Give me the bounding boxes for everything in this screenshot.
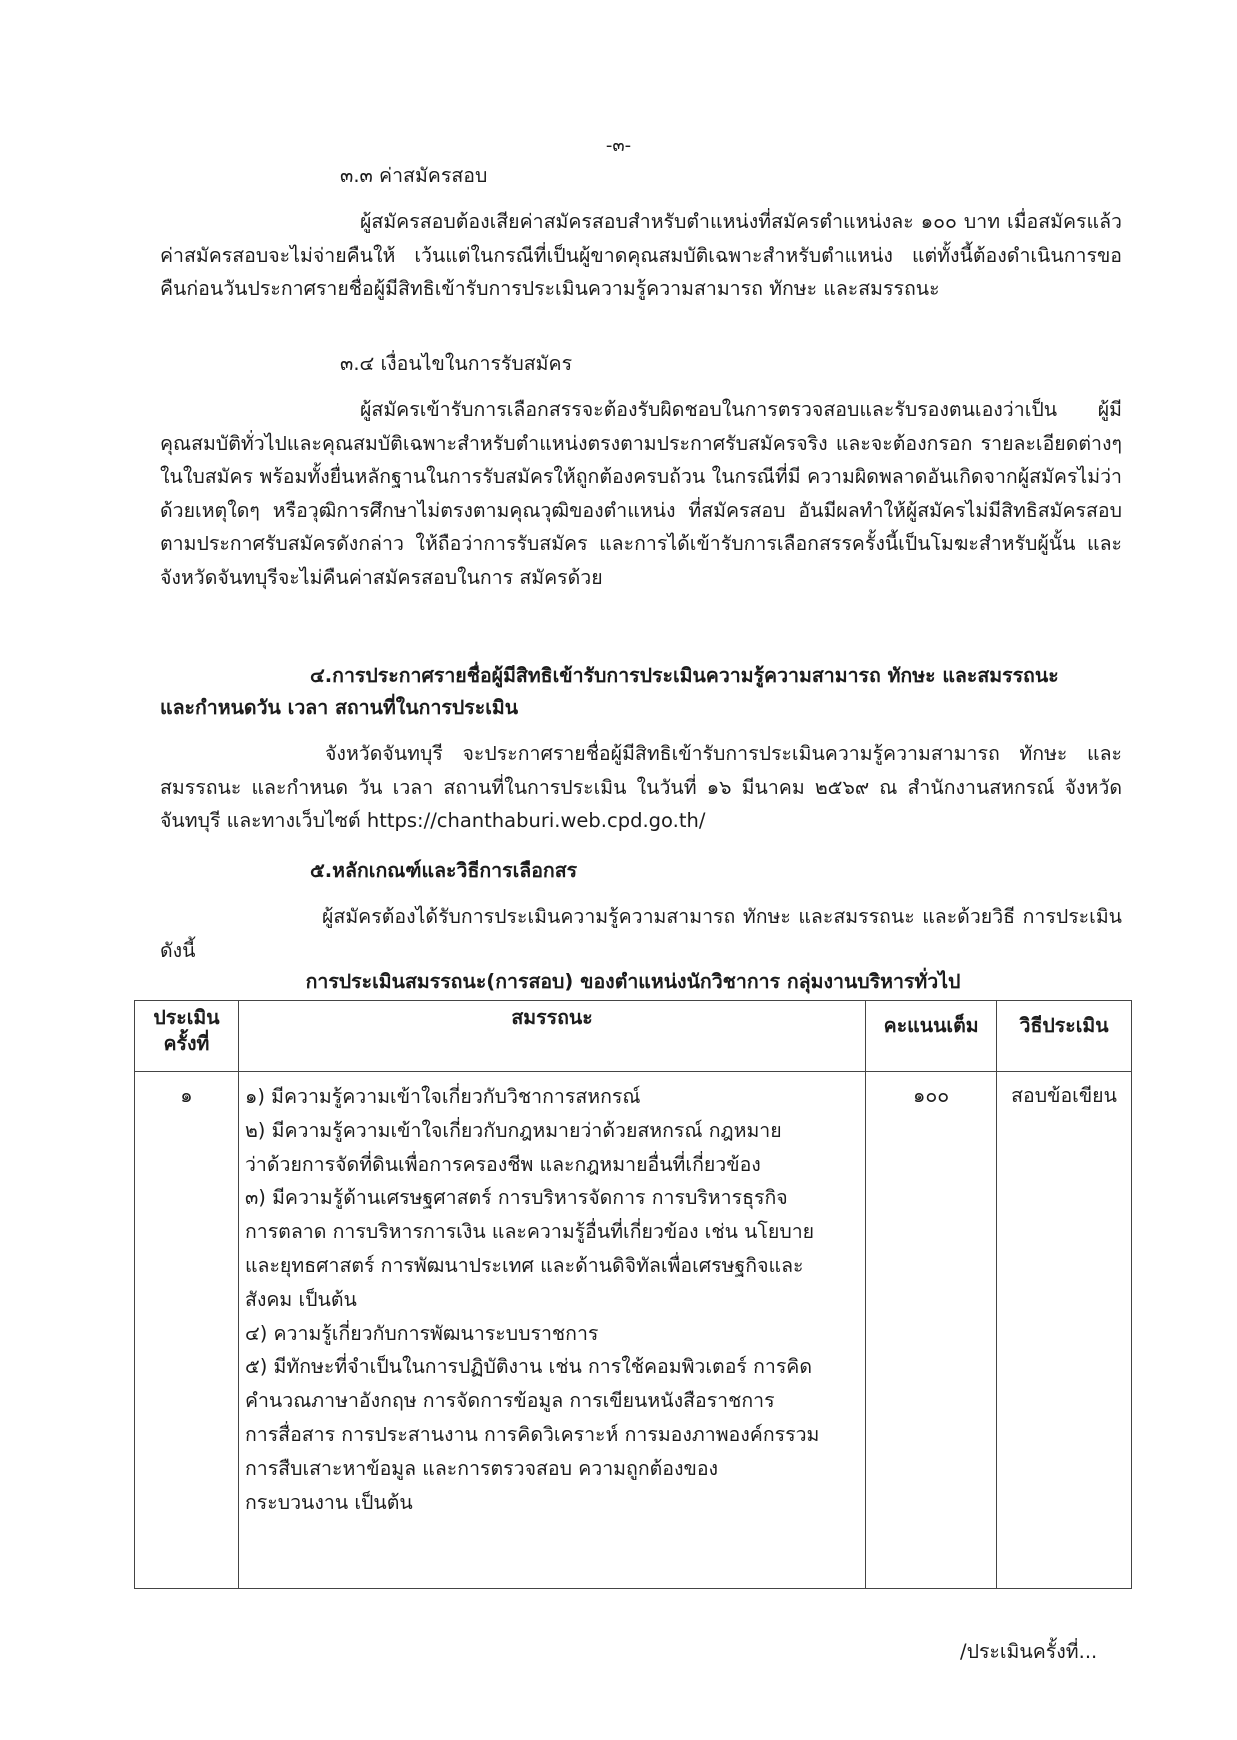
table-row: [135, 1072, 1132, 1589]
continuation-note: /ประเมินครั้งที่...: [960, 1640, 1098, 1663]
header-method: วิธีประเมิน: [997, 1001, 1132, 1072]
section-5-heading: ๕.หลักเกณฑ์และวิธีการเลือกสร: [310, 859, 578, 882]
section-4-body: จังหวัดจันทบุรี จะประกาศรายชื่อผู้มีสิทธิเข้ารับการประเมินความรู้ความสามารถ ทักษะ และสมรรถนะ และกำหนด วัน เวลา สถานที่ในการประเมิน ในวันที่ ๑๖ มีนาคม ๒๕๖๙ ณ สำนักงานสหกรณ์ จังหวัดจันทบุรี และทางเว็บไซต์ https://chanthaburi.web.cpd.go.th/: [160, 742, 1122, 832]
section-3-3-body: ผู้สมัครสอบต้องเสียค่าสมัครสอบสำหรับตำแหน่งที่สมัครตำแหน่งละ ๑๐๐ บาท เมื่อสมัครแล้วค่าสมัครสอบจะไม่จ่ายคืนให้ เว้นแต่ในกรณีที่เป็นผู้ขาดคุณสมบัติเฉพาะสำหรับตำแหน่ง แต่ทั้งนี้ต้องดำเนินการขอคืนก่อนวันประกาศรายชื่อผู้มีสิทธิเข้ารับการประเมินความรู้ความสามารถ ทักษะ และสมรรถนะ: [160, 210, 1122, 300]
competency-line: การตลาด การบริหารการเงิน และความรู้อื่นที่เกี่ยวข้อง เช่น นโยบาย: [244, 1220, 815, 1244]
section-3-3-heading: ๓.๓ ค่าสมัครสอบ: [340, 164, 488, 187]
competency-line: การสื่อสาร การประสานงาน การคิดวิเคราะห์ การมองภาพองค์กรรวม: [244, 1422, 820, 1446]
competency-line: ว่าด้วยการจัดที่ดินเพื่อการครองชีพ และกฎหมายอื่นที่เกี่ยวข้อง: [244, 1152, 761, 1176]
table-header-row: [135, 1001, 1132, 1072]
cell-competency: [238, 1072, 865, 1589]
competency-line: การสืบเสาะหาข้อมูล และการตรวจสอบ ความถูกต้องของ: [244, 1456, 719, 1480]
cell-full-score: ๑๐๐: [866, 1072, 997, 1589]
section-3-4-heading: ๓.๔ เงื่อนไขในการรับสมัคร: [340, 352, 573, 375]
section-4-heading-line2: และกำหนดวัน เวลา สถานที่ในการประเมิน: [160, 696, 519, 719]
table-title: การประเมินสมรรถนะ(การสอบ) ของตำแหน่งนักวิชาการ กลุ่มงานบริหารทั่วไป: [305, 970, 961, 993]
cell-method: สอบข้อเขียน: [997, 1072, 1132, 1589]
header-full-score: คะแนนเต็ม: [866, 1001, 997, 1072]
section-4-heading-line1: ๔.การประกาศรายชื่อผู้มีสิทธิเข้ารับการประเมินความรู้ความสามารถ ทักษะ และสมรรถนะ: [310, 664, 1059, 687]
competency-line: ๒) มีความรู้ความเข้าใจเกี่ยวกับกฎหมายว่าด้วยสหกรณ์ กฎหมาย: [244, 1118, 782, 1142]
competency-line: กระบวนงาน เป็นต้น: [244, 1490, 413, 1514]
competency-line: ๕) มีทักษะที่จำเป็นในการปฏิบัติงาน เช่น การใช้คอมพิวเตอร์ การคิด: [244, 1355, 813, 1379]
header-round-line1: ประเมิน: [153, 1006, 220, 1029]
assessment-table: [134, 1000, 1132, 1589]
competency-line: และยุทธศาสตร์ การพัฒนาประเทศ และด้านดิจิทัลเพื่อเศรษฐกิจและ: [244, 1253, 804, 1277]
competency-line: คำนวณภาษาอังกฤษ การจัดการข้อมูล การเขียนหนังสือราชการ: [244, 1389, 775, 1413]
competency-line: สังคม เป็นต้น: [244, 1287, 357, 1311]
cell-round: ๑: [135, 1072, 239, 1589]
header-competency: สมรรถนะ: [238, 1001, 865, 1072]
competency-line: ๔) ความรู้เกี่ยวกับการพัฒนาระบบราชการ: [244, 1321, 599, 1345]
section-3-4-body: ผู้สมัครเข้ารับการเลือกสรรจะต้องรับผิดชอบในการตรวจสอบและรับรองตนเองว่าเป็น ผู้มีคุณสมบัติทั่วไปและคุณสมบัติเฉพาะสำหรับตำแหน่งตรงตามประกาศรับสมัครจริง และจะต้องกรอก รายละเอียดต่างๆ ในใบสมัคร พร้อมทั้งยื่นหลักฐานในการรับสมัครให้ถูกต้องครบถ้วน ในกรณีที่มี ความผิดพลาดอันเกิดจากผู้สมัครไม่ว่าด้วยเหตุใดๆ หรือวุฒิการศึกษาไม่ตรงตามคุณวุฒิของตำแหน่ง ที่สมัครสอบ อันมีผลทำให้ผู้สมัครไม่มีสิทธิสมัครสอบตามประกาศรับสมัครดังกล่าว ให้ถือว่าการรับสมัคร และการได้เข้ารับการเลือกสรรครั้งนี้เป็นโมฆะสำหรับผู้นั้น และจังหวัดจันทบุรีจะไม่คืนค่าสมัครสอบในการ สมัครด้วย: [160, 398, 1122, 589]
header-round-line2: ครั้งที่: [163, 1032, 210, 1055]
section-5-body: ผู้สมัครต้องได้รับการประเมินความรู้ความสามารถ ทักษะ และสมรรถนะ และด้วยวิธี การประเมิน ดังนี้: [160, 905, 1122, 962]
page-number: -๓-: [605, 135, 632, 156]
competency-line: ๑) มีความรู้ความเข้าใจเกี่ยวกับวิชาการสหกรณ์: [244, 1085, 641, 1108]
header-round: [135, 1001, 239, 1072]
competency-line: ๓) มีความรู้ด้านเศรษฐศาสตร์ การบริหารจัดการ การบริหารธุรกิจ: [244, 1186, 788, 1210]
